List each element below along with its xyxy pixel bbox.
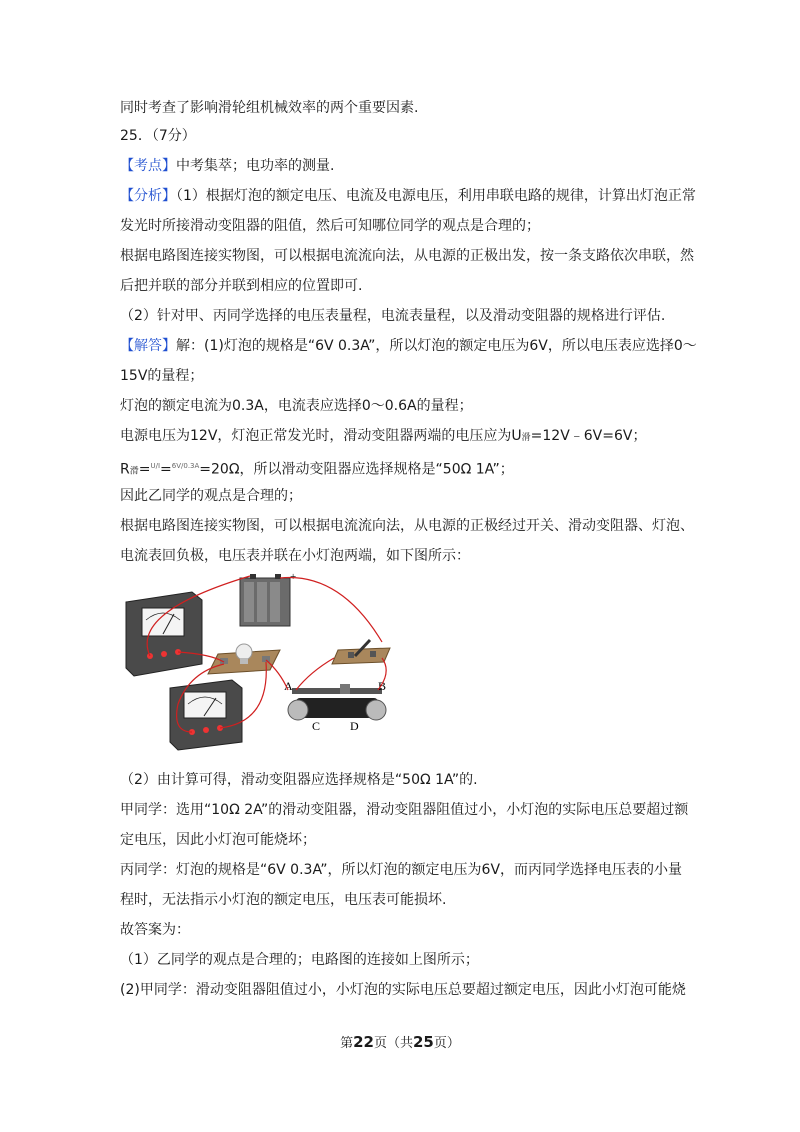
text-part: = — [138, 461, 151, 478]
fraction-glyph: U/I — [150, 462, 161, 470]
text-line: 丙同学：灯泡的规格是“6V 0.3A”，所以灯泡的额定电压为6V，而丙同学选择电压表的小量 — [120, 862, 683, 878]
switch-icon — [332, 640, 390, 664]
text-line: 定电压，因此小灯泡可能烧坏； — [120, 832, 316, 848]
label-b: B — [378, 679, 387, 693]
label-a: A — [284, 679, 293, 693]
text-part: =12V﹣6V=6V； — [530, 428, 647, 444]
text-line: 根据电路图连接实物图，可以根据电流流向法，从电源的正极经过开关、滑动变阻器、灯泡、 — [120, 518, 694, 534]
text-line — [120, 186, 696, 206]
text-line: （1）乙同学的观点是合理的；电路图的连接如上图所示； — [120, 952, 479, 968]
text-line: （2）针对甲、丙同学选择的电压表量程，电流表量程，以及滑动变阻器的规格进行评估. — [120, 308, 666, 324]
text-part: =20Ω，所以滑动变阻器应选择规格是“50Ω 1A”； — [199, 461, 514, 478]
kaodian-text: 中考集萃；电功率的测量. — [176, 158, 335, 174]
jieda-tag: 【解答】 — [120, 338, 176, 354]
page-total: 25 — [413, 1033, 434, 1051]
label-c: C — [312, 719, 321, 733]
text-line: 同时考查了影响滑轮组机械效率的两个重要因素. — [120, 100, 419, 116]
text-line: 灯泡的额定电流为0.3A，电流表应选择0～0.6A的量程； — [120, 398, 473, 414]
text-line — [120, 426, 646, 448]
circuit-figure — [120, 572, 400, 752]
fenxi-text: （1）根据灯泡的额定电压、电流及电源电压，利用串联电路的规律，计算出灯泡正常 — [176, 188, 696, 204]
subscript: 滑 — [129, 466, 139, 477]
footer-suffix: 页） — [433, 1036, 460, 1051]
text-line: 后把并联的部分并联到相应的位置即可. — [120, 278, 363, 294]
wire — [296, 658, 334, 690]
text-line: 根据电路图连接实物图，可以根据电流流向法，从电源的正极出发，按一条支路依次串联，然 — [120, 248, 694, 264]
footer-mid: 页（共 — [373, 1036, 413, 1051]
rheostat-icon — [288, 684, 386, 720]
text-line — [120, 156, 334, 176]
text-part: = — [160, 461, 172, 478]
subscript: 滑 — [521, 433, 531, 443]
fraction-glyph: 6V/0.3A — [171, 462, 200, 470]
text-line: 发光时所接滑动变阻器的阻值，然后可知哪位同学的观点是合理的； — [120, 218, 540, 234]
text-part: 电源电压为12V，灯泡正常发光时，滑动变阻器两端的电压应为U — [120, 428, 522, 444]
text-line: 故答案为： — [120, 922, 190, 938]
voltmeter-icon — [170, 680, 242, 750]
battery-icon — [240, 574, 290, 626]
question-number: 25．（7分） — [120, 128, 196, 144]
text-line: 甲同学：选用“10Ω 2A”的滑动变阻器，滑动变阻器阻值过小，小灯泡的实际电压总要超过额 — [120, 802, 689, 818]
fenxi-tag: 【分析】 — [120, 188, 176, 204]
page-number: 22 — [353, 1033, 374, 1051]
footer-prefix: 第 — [340, 1036, 354, 1051]
text-line: 15V的量程； — [120, 368, 204, 384]
ammeter-icon — [126, 592, 202, 676]
wire — [280, 578, 382, 642]
label-d: D — [350, 719, 359, 733]
text-line: 程时，无法指示小灯泡的额定电压，电压表可能损坏. — [120, 892, 447, 908]
text-line — [120, 456, 514, 482]
text-line: （2）由计算可得，滑动变阻器应选择规格是“50Ω 1A”的. — [120, 772, 478, 788]
jieda-text: 解：(1)灯泡的规格是“6V 0.3A”，所以灯泡的额定电压为6V，所以电压表应选择0～ — [176, 338, 697, 354]
text-part: R — [120, 461, 130, 478]
page-footer — [0, 1032, 800, 1051]
kaodian-tag: 【考点】 — [120, 158, 176, 174]
text-line — [120, 336, 697, 356]
text-line: (2)甲同学：滑动变阻器阻值过小，小灯泡的实际电压总要超过额定电压，因此小灯泡可能烧 — [120, 982, 686, 998]
text-line: 因此乙同学的观点是合理的； — [120, 488, 302, 504]
plus-label: + — [290, 572, 297, 583]
text-line: 电流表回负极，电压表并联在小灯泡两端，如下图所示： — [120, 548, 470, 564]
